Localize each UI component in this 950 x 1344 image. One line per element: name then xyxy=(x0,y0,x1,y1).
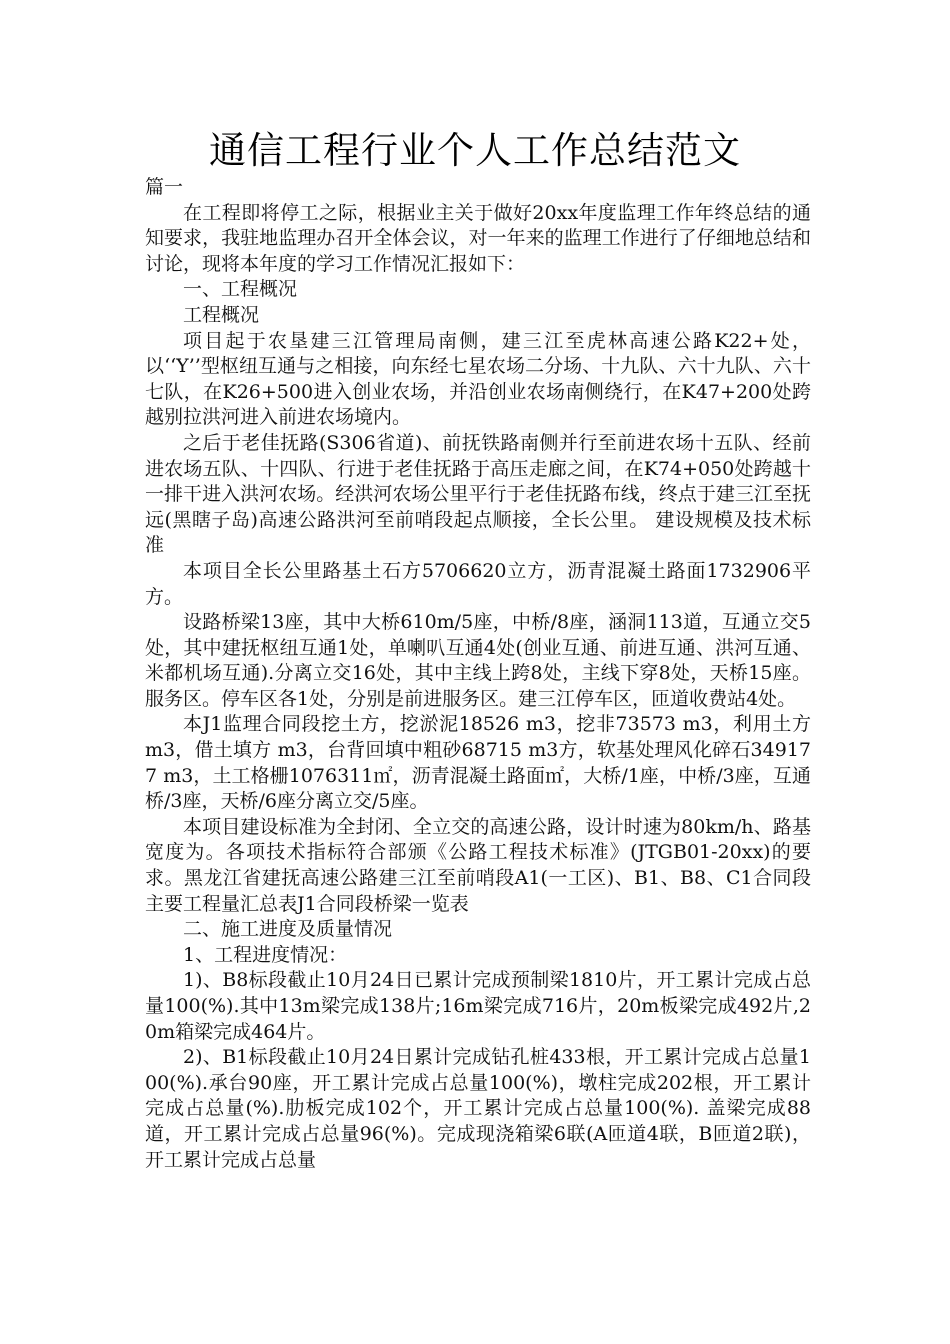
body-paragraph: 一、工程概况 xyxy=(183,278,298,301)
body-paragraph: 在工程即将停工之际，根据业主关于做好20xx年度监理工作年终总结的通知要求，我驻地监理办召开全体会议，对一年来的监理工作进行了仔细地总结和讨论，现将本年度的学习工作情况汇报如下： xyxy=(145,201,811,275)
document-body xyxy=(145,175,811,1173)
section-label: 篇一 xyxy=(145,176,184,198)
body-paragraph: 本J1监理合同段挖土方，挖淤泥18526 m3，挖非73573 m3，利用土方 m3，借土填方 m3，台背回填中粗砂68715 m3方，软基处理风化碎石349177 m3，土工格栅1076311㎡，沥青混凝土路面㎡，大桥/1座，中桥/3座，互通桥/3座，天桥/6座分离立交/5座。 xyxy=(145,713,811,813)
body-paragraph: 本项目建设标准为全封闭、全立交的高速公路，设计时速为80km/h、路基宽度为。各项技术指标符合部颁《公路工程技术标准》(JTGB01-20xx)的要求。黑龙江省建抚高速公路建三江至前哨段A1(一工区)、B1、B8、C1合同段主要工程量汇总表J1合同段桥梁一览表 xyxy=(145,815,811,915)
body-paragraph: 之后于老佳抚路(S306省道)、前抚铁路南侧并行至前进农场十五队、经前进农场五队、十四队、行进于老佳抚路于高压走廊之间，在K74+050处跨越十一排干进入洪河农场。经洪河农场公里平行于老佳抚路布线，终点于建三江至抚远(黑瞎子岛)高速公路洪河至前哨段起点顺接，全长公里。 建设规模及技术标准 xyxy=(145,431,811,557)
body-paragraph: 本项目全长公里路基土石方5706620立方，沥青混凝土路面1732906平方。 xyxy=(145,559,811,608)
document-title: 通信工程行业个人工作总结范文 xyxy=(209,129,741,172)
body-paragraph: 1)、B8标段截止10月24日已累计完成预制梁1810片，开工累计完成占总量100(%).其中13m梁完成138片;16m梁完成716片，20m板梁完成492片,20m箱梁完成464片。 xyxy=(145,969,811,1043)
body-paragraph: 二、施工进度及质量情况 xyxy=(183,918,393,941)
body-paragraph: 项目起于农垦建三江管理局南侧，建三江至虎林高速公路K22+处，以‘‘Y’’型枢纽互通与之相接，向东经七星农场二分场、十九队、六十九队、六十七队，在K26+500进入创业农场，并沿创业农场南侧绕行，在K47+200处跨越别拉洪河进入前进农场境内。 xyxy=(145,329,811,429)
body-paragraph: 工程概况 xyxy=(183,303,260,326)
body-paragraph: 1、工程进度情况： xyxy=(183,943,348,966)
body-paragraph: 设路桥梁13座，其中大桥610m/5座，中桥/8座，涵洞113道，互通立交5处，其中建抚枢纽互通1处，单喇叭互通4处(创业互通、前进互通、洪河互通、米都机场互通).分离立交16处，其中主线上跨8处，主线下穿8处，天桥15座。服务区。停车区各1处，分别是前进服务区。建三江停车区，匝道收费站4处。 xyxy=(145,611,811,710)
body-paragraph: 2)、B1标段截止10月24日累计完成钻孔桩433根，开工累计完成占总量100(%).承台90座，开工累计完成占总量100(%)，墩柱完成202根，开工累计完成占总量(%).肋板完成102个，开工累计完成占总量100(%). 盖梁完成88道，开工累计完成占总量96(%)。完成现浇箱梁6联(A匝道4联，B匝道2联)，开工累计完成占总量 xyxy=(145,1046,811,1171)
